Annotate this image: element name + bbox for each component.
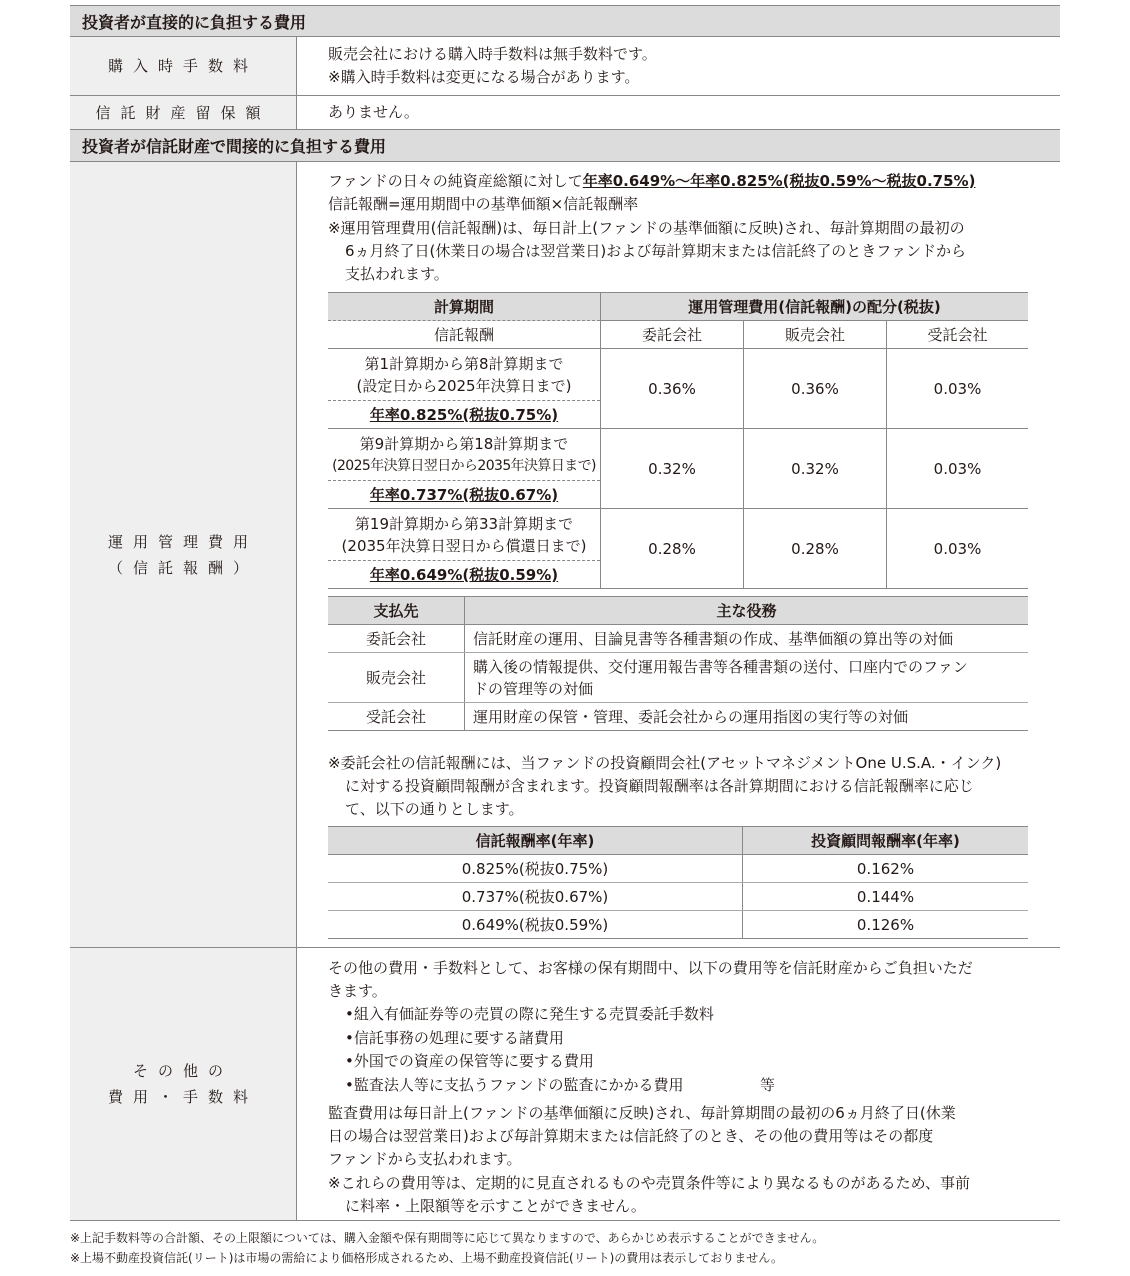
period-line2: (2035年決算日翌日から償還日まで) <box>341 536 587 555</box>
footnote-2: ※上場不動産投資信託(リート)は市場の需給により価格形成されるため、上場不動産投資信託(リート)の費用は表示しておりません。 <box>70 1251 784 1265</box>
section-header-direct-costs <box>70 5 1060 37</box>
payee-role: 運用財産の保管・管理、委託会社からの運用指図の実行等の対価 <box>465 703 1029 731</box>
other-fees-line1: その他の費用・手数料として、お客様の保有期間中、以下の費用等を信託財産からご負担いただ <box>328 959 973 977</box>
management-fee-note-line1: ※運用管理費用(信託報酬)は、毎日計上(ファンドの基準価額に反映)され、毎計算期間の最初の <box>328 219 965 237</box>
management-fee-note-line2: 6ヵ月終了日(休業日の場合は翌営業日)および毎計算期末または信託終了のときファンドから <box>345 242 966 260</box>
other-fees-bullet: •信託事務の処理に要する諸費用 <box>345 1029 564 1047</box>
distributor-value: 0.32% <box>744 429 887 509</box>
audit-line3: ファンドから支払われます。 <box>328 1150 522 1168</box>
management-fee-formula: 信託報酬=運用期間中の基準価額×信託報酬率 <box>328 195 639 213</box>
trust-reserve-value: ありません。 <box>328 103 419 121</box>
payee-name: 委託会社 <box>328 625 465 653</box>
trustee-value: 0.03% <box>887 349 1029 429</box>
management-fee-note-line3: 支払われます。 <box>345 265 449 283</box>
table-row <box>328 883 1028 911</box>
table-row <box>328 855 1028 883</box>
trustee-value: 0.03% <box>887 429 1029 509</box>
trust-fee-rate: 0.825%(税抜0.75%) <box>328 855 743 883</box>
other-fees-note-line1: ※これらの費用等は、定期的に見直されるものや売買条件等により異なるものがあるため、事前 <box>328 1174 970 1192</box>
management-fee-rate: 年率0.649%〜年率0.825%(税抜0.59%〜税抜0.75%) <box>582 172 976 190</box>
purchase-fee-label: 購入時手数料 <box>70 37 296 95</box>
consignor-value: 0.36% <box>601 349 744 429</box>
section-title: 投資者が信託財産で間接的に負担する費用 <box>82 137 387 156</box>
advisor-fee-rate: 0.144% <box>743 883 1029 911</box>
header-trustee: 受託会社 <box>887 321 1029 349</box>
header-distributor: 販売会社 <box>744 321 887 349</box>
advisor-note-line2: に対する投資顧問報酬が含まれます。投資顧問報酬率は各計算期間における信託報酬率に応じ <box>345 777 974 795</box>
distributor-value: 0.36% <box>744 349 887 429</box>
trust-fee-rate: 0.649%(税抜0.59%) <box>328 911 743 939</box>
advisor-fee-rate: 0.126% <box>743 911 1029 939</box>
advisor-fee-table <box>328 826 1028 939</box>
other-fees-bullet-suffix: 等 <box>760 1076 776 1094</box>
audit-line2: 日の場合は翌営業日)および毎計算期末または信託終了のとき、その他の費用等はその都度 <box>328 1127 934 1145</box>
payee-table <box>328 596 1028 731</box>
other-fees-bullet: •外国での資産の保管等に要する費用 <box>345 1052 594 1070</box>
header-trust-fee: 信託報酬 <box>328 321 601 349</box>
divider <box>70 1220 1060 1221</box>
period-rate: 年率0.737%(税抜0.67%) <box>328 481 601 509</box>
section-title: 投資者が直接的に負担する費用 <box>82 12 307 32</box>
other-fees-label: その他の 費用・手数料 <box>70 948 296 1220</box>
table-row <box>328 703 1028 731</box>
other-fees-bullet: •組入有価証券等の売買の際に発生する売買委託手数料 <box>345 1005 714 1023</box>
purchase-fee-line2: ※購入時手数料は変更になる場合があります。 <box>328 68 640 86</box>
payee-name: 受託会社 <box>328 703 465 731</box>
distributor-value: 0.28% <box>744 509 887 589</box>
period-line1: 第9計算期から第18計算期まで <box>359 434 569 453</box>
management-fee-label: 運用管理費用 （信託報酬） <box>70 162 296 947</box>
header-consignor: 委託会社 <box>601 321 744 349</box>
payee-role: 信託財産の運用、目論見書等各種書類の作成、基準価額の算出等の対価 <box>465 625 1029 653</box>
other-fees-bullet: •監査法人等に支払うファンドの監査にかかる費用 <box>345 1076 684 1094</box>
trust-reserve-label: 信託財産留保額 <box>70 96 296 129</box>
audit-line1: 監査費用は毎日計上(ファンドの基準価額に反映)され、毎計算期間の最初の6ヵ月終了日(休業 <box>328 1104 956 1122</box>
period-line1: 第19計算期から第33計算期まで <box>354 514 574 533</box>
period-line2: (設定日から2025年決算日まで) <box>356 376 572 395</box>
footnote-1: ※上記手数料等の合計額、その上限額については、購入金額や保有期間等に応じて異なりますので、あらかじめ表示することができません。 <box>70 1231 825 1245</box>
other-fees-note-line2: に料率・上限額等を示すことができません。 <box>345 1197 646 1215</box>
table-row <box>328 625 1028 653</box>
period-rate: 年率0.649%(税抜0.59%) <box>328 561 601 589</box>
payee-name: 販売会社 <box>328 653 465 703</box>
header-period: 計算期間 <box>328 293 601 321</box>
period-line1: 第1計算期から第8計算期まで <box>364 354 564 373</box>
table-row <box>328 429 1028 481</box>
payee-role: 購入後の情報提供、交付運用報告書等各種書類の送付、口座内でのファン <box>473 657 968 676</box>
header-allocation: 運用管理費用(信託報酬)の配分(税抜) <box>601 293 1029 321</box>
header-role: 主な役務 <box>465 597 1029 625</box>
table-row <box>328 911 1028 939</box>
advisor-note-line1: ※委託会社の信託報酬には、当ファンドの投資顧問会社(アセットマネジメントOne U.S.A.・インク) <box>328 754 1002 772</box>
purchase-fee-line1: 販売会社における購入時手数料は無手数料です。 <box>328 45 657 63</box>
allocation-table <box>328 292 1028 589</box>
consignor-value: 0.32% <box>601 429 744 509</box>
payee-role-cont: ドの管理等の対価 <box>473 679 594 698</box>
advisor-fee-rate: 0.162% <box>743 855 1029 883</box>
other-fees-line2: きます。 <box>328 982 387 1000</box>
consignor-value: 0.28% <box>601 509 744 589</box>
period-line2: (2025年決算日翌日から2035年決算日まで) <box>332 457 596 474</box>
table-row <box>328 509 1028 561</box>
table-row <box>328 349 1028 401</box>
period-rate: 年率0.825%(税抜0.75%) <box>328 401 601 429</box>
advisor-note-line3: て、以下の通りとします。 <box>345 800 524 818</box>
trust-fee-rate: 0.737%(税抜0.67%) <box>328 883 743 911</box>
header-advisor-fee-rate: 投資顧問報酬率(年率) <box>743 827 1029 855</box>
management-fee-intro: ファンドの日々の純資産総額に対して年率0.649%〜年率0.825%(税抜0.59%〜税抜0.75%) <box>328 172 976 190</box>
header-trust-fee-rate: 信託報酬率(年率) <box>328 827 743 855</box>
section-header-indirect-costs <box>70 129 1060 162</box>
header-payee: 支払先 <box>328 597 465 625</box>
trustee-value: 0.03% <box>887 509 1029 589</box>
table-row <box>328 653 1028 703</box>
